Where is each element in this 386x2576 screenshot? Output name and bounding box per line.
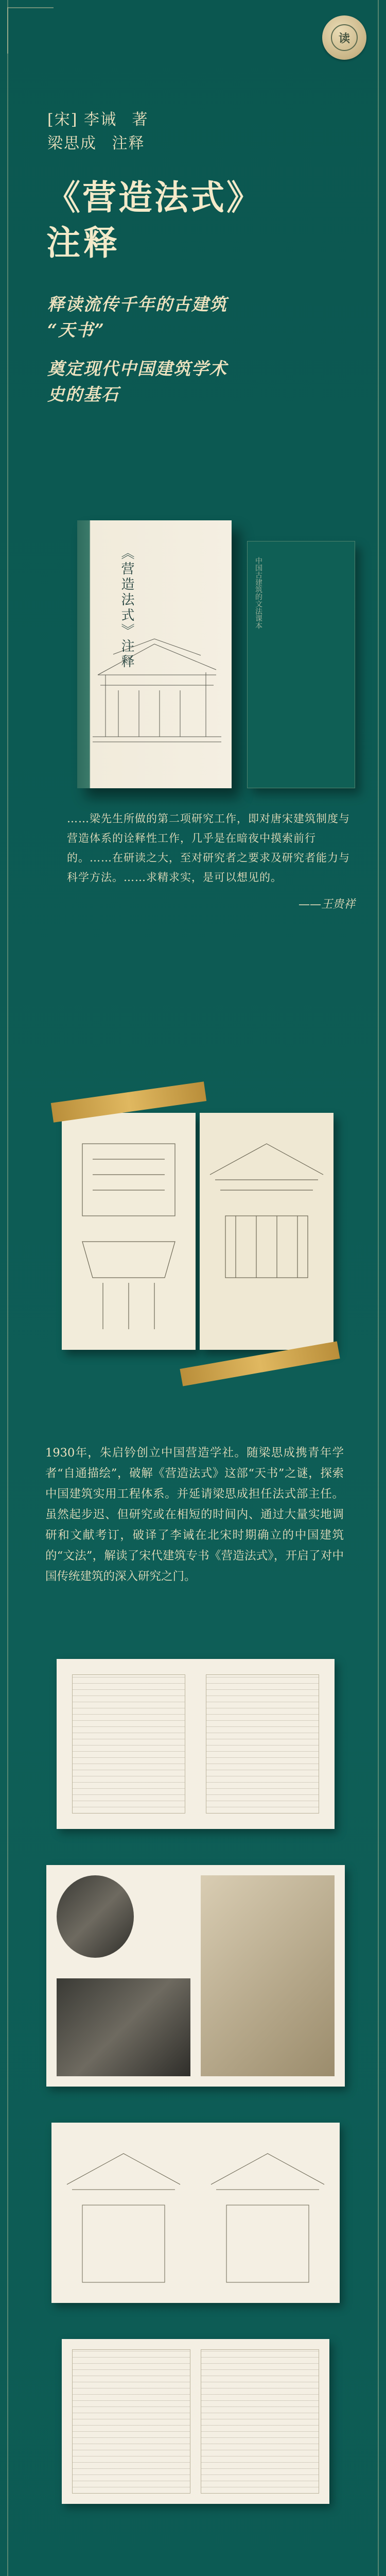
seal-icon: 读 (331, 24, 358, 51)
author-name: [宋] 李诫 (47, 111, 117, 129)
photo (57, 1978, 190, 2076)
frame-right-line (378, 0, 379, 2576)
annotator-role: 注释 (112, 134, 145, 152)
open-book-right-page (200, 1113, 334, 1350)
frame-left-line (7, 0, 8, 2576)
book-cover-image (0, 520, 386, 819)
open-book-left-page (62, 1113, 196, 1350)
round-photo (57, 1875, 134, 1958)
open-book-image (62, 1092, 335, 1360)
back-cover-text: 中国古建筑的文法课本 (254, 557, 262, 629)
bracket-drawing (62, 1113, 196, 1350)
slogan-line: 奠定现代中国建筑学术 (47, 359, 227, 379)
frame-corner (7, 7, 54, 54)
architecture-drawings (51, 2123, 340, 2303)
quote-text: ……梁先生所做的第二项研究工作，即对唐宋建筑制度与营造体系的诠释性工作，几乎是在暗夜中摸索前行的。……在研读之大，至对研究者之要求及研究者能力与科学方法。……求精求实，是可以想见的。 (67, 812, 350, 884)
book-title: 《营造法式》 (46, 177, 262, 217)
publisher-seal (322, 15, 366, 60)
interior-spread-plan (62, 2339, 329, 2504)
plan-page (201, 2349, 319, 2494)
front-cover (77, 520, 232, 788)
annotator-name: 梁思成 (47, 134, 97, 152)
author-role: 著 (132, 111, 149, 129)
plan-page (72, 2349, 190, 2494)
cover-title-vertical: 《营造法式》注释 (119, 546, 134, 670)
interior-spread (57, 1659, 335, 1829)
quote-signature: ——王贵祥 (298, 898, 355, 911)
temple-photo (201, 1875, 335, 2076)
author-line-1 (47, 108, 149, 132)
intro-paragraph: 1930年，朱启钤创立中国营造学社。随梁思成携青年学者“自通描绘”，破解《营造法式》这部“天书”之谜，探索中国建筑实用工程体系。并延请梁思成担任法式部主任。虽然起步迟、但研究或在相短的时间内、通过大量实地调研和文献考订，破译了李诫在北宋时期确立的中国建筑的“文法”，解读了宋代建筑专书《营造法式》，开启了对中国传统建筑的深入研究之门。 (45, 1446, 344, 1583)
interior-spread-photos (46, 1865, 345, 2087)
text-page (72, 1674, 185, 1814)
slogan-line: 释读流传千年的古建筑 (47, 294, 227, 314)
book-title-sub: 注释 (46, 223, 120, 263)
slogan-line: 史的基石 (47, 384, 119, 404)
text-page (206, 1674, 319, 1814)
author-block (47, 108, 149, 156)
temple-line-drawing (77, 520, 232, 788)
slogan-line: “天书” (47, 320, 105, 340)
interior-spread-drawings (51, 2123, 340, 2303)
back-cover (247, 541, 355, 788)
quote-card (67, 809, 355, 1046)
author-line-2 (47, 132, 149, 156)
roof-drawing (200, 1113, 334, 1350)
